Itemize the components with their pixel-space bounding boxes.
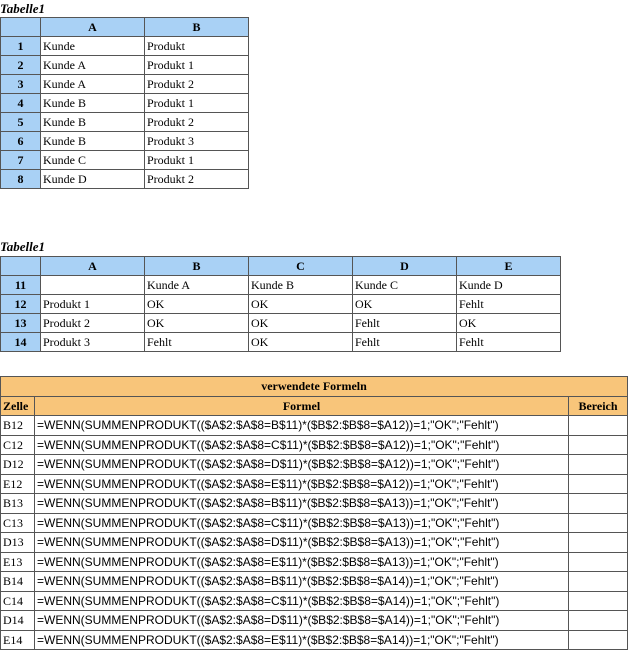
table-cell[interactable]: Kunde A	[145, 276, 249, 295]
table-cell[interactable]: Kunde C	[41, 151, 145, 170]
formula-row	[1, 611, 628, 631]
formula-text: =WENN(SUMMENPRODUKT(($A$2:$A$8=D$11)*($B$2:$B$8=$A13))=1;"OK";"Fehlt")	[35, 533, 569, 553]
formula-cell-ref: D13	[1, 533, 35, 553]
formula-cell-ref: B14	[1, 572, 35, 592]
table-cell[interactable]: Kunde	[41, 37, 145, 56]
table-cell[interactable]: OK	[249, 314, 353, 333]
table-cell[interactable]: Produkt 2	[145, 113, 249, 132]
row-header[interactable]: 3	[1, 75, 41, 94]
table-row	[1, 295, 561, 314]
table-cell[interactable]: Produkt	[145, 37, 249, 56]
table-cell[interactable]: Kunde B	[249, 276, 353, 295]
table-cell[interactable]: OK	[145, 295, 249, 314]
formula-text: =WENN(SUMMENPRODUKT(($A$2:$A$8=E$11)*($B$2:$B$8=$A13))=1;"OK";"Fehlt")	[35, 552, 569, 572]
formula-row	[1, 474, 628, 494]
table-cell[interactable]: Kunde B	[41, 113, 145, 132]
row-header[interactable]: 8	[1, 170, 41, 189]
table-cell[interactable]: OK	[145, 314, 249, 333]
row-header[interactable]: 4	[1, 94, 41, 113]
formula-text: =WENN(SUMMENPRODUKT(($A$2:$A$8=E$11)*($B$2:$B$8=$A12))=1;"OK";"Fehlt")	[35, 474, 569, 494]
row-header[interactable]: 5	[1, 113, 41, 132]
table-cell[interactable]: Produkt 1	[145, 151, 249, 170]
table-cell[interactable]: Produkt 2	[145, 75, 249, 94]
sheet1-table	[0, 17, 249, 189]
sheet2-table	[0, 256, 561, 352]
formula-cell-ref: E13	[1, 552, 35, 572]
formula-cell-ref: C14	[1, 591, 35, 611]
table-cell[interactable]: Produkt 1	[145, 94, 249, 113]
table-row	[1, 37, 249, 56]
formula-cell-ref: B12	[1, 416, 35, 436]
table-cell[interactable]: Produkt 1	[41, 295, 145, 314]
column-header[interactable]: B	[145, 18, 249, 37]
formula-row	[1, 591, 628, 611]
table-cell[interactable]: Kunde B	[41, 132, 145, 151]
formula-text: =WENN(SUMMENPRODUKT(($A$2:$A$8=B$11)*($B$2:$B$8=$A12))=1;"OK";"Fehlt")	[35, 416, 569, 436]
formula-range	[569, 416, 628, 436]
formula-range	[569, 630, 628, 650]
corner-cell	[1, 257, 41, 276]
table-cell[interactable]: Fehlt	[145, 333, 249, 352]
formula-row	[1, 494, 628, 514]
formula-range	[569, 435, 628, 455]
column-header[interactable]: C	[249, 257, 353, 276]
row-header[interactable]: 2	[1, 56, 41, 75]
row-header[interactable]: 1	[1, 37, 41, 56]
table-cell[interactable]: Kunde C	[353, 276, 457, 295]
table-row	[1, 113, 249, 132]
table-cell[interactable]: Kunde B	[41, 94, 145, 113]
table-row	[1, 276, 561, 295]
formula-text: =WENN(SUMMENPRODUKT(($A$2:$A$8=C$11)*($B$2:$B$8=$A12))=1;"OK";"Fehlt")	[35, 435, 569, 455]
formula-text: =WENN(SUMMENPRODUKT(($A$2:$A$8=D$11)*($B$2:$B$8=$A12))=1;"OK";"Fehlt")	[35, 455, 569, 475]
column-header[interactable]: B	[145, 257, 249, 276]
table-row	[1, 151, 249, 170]
formula-range	[569, 552, 628, 572]
formula-text: =WENN(SUMMENPRODUKT(($A$2:$A$8=B$11)*($B$2:$B$8=$A14))=1;"OK";"Fehlt")	[35, 572, 569, 592]
formulas-title: verwendete Formeln	[1, 377, 628, 397]
bereich-header: Bereich	[569, 396, 628, 416]
formel-header: Formel	[35, 396, 569, 416]
formula-range	[569, 572, 628, 592]
formula-range	[569, 494, 628, 514]
formula-cell-ref: C13	[1, 513, 35, 533]
table-cell[interactable]: OK	[457, 314, 561, 333]
formula-row	[1, 455, 628, 475]
row-header[interactable]: 14	[1, 333, 41, 352]
formula-range	[569, 474, 628, 494]
table-row	[1, 132, 249, 151]
formula-range	[569, 533, 628, 553]
formula-text: =WENN(SUMMENPRODUKT(($A$2:$A$8=B$11)*($B$2:$B$8=$A13))=1;"OK";"Fehlt")	[35, 494, 569, 514]
table-cell[interactable]: Produkt 2	[41, 314, 145, 333]
formula-text: =WENN(SUMMENPRODUKT(($A$2:$A$8=C$11)*($B$2:$B$8=$A13))=1;"OK";"Fehlt")	[35, 513, 569, 533]
table-row	[1, 94, 249, 113]
formula-cell-ref: C12	[1, 435, 35, 455]
formulas-table	[0, 376, 628, 650]
formula-row	[1, 533, 628, 553]
table-row	[1, 333, 561, 352]
table-cell[interactable]: Fehlt	[353, 333, 457, 352]
table-cell[interactable]: Produkt 2	[145, 170, 249, 189]
table-row	[1, 314, 561, 333]
formula-cell-ref: E12	[1, 474, 35, 494]
table-cell[interactable]: OK	[353, 295, 457, 314]
table-cell[interactable]: Fehlt	[353, 314, 457, 333]
formula-range	[569, 513, 628, 533]
formula-text: =WENN(SUMMENPRODUKT(($A$2:$A$8=D$11)*($B$2:$B$8=$A14))=1;"OK";"Fehlt")	[35, 611, 569, 631]
table-cell[interactable]: Kunde D	[41, 170, 145, 189]
corner-cell	[1, 18, 41, 37]
table-row	[1, 170, 249, 189]
row-header[interactable]: 13	[1, 314, 41, 333]
row-header[interactable]: 6	[1, 132, 41, 151]
row-header[interactable]: 7	[1, 151, 41, 170]
formula-cell-ref: B13	[1, 494, 35, 514]
formula-row	[1, 513, 628, 533]
row-header[interactable]: 12	[1, 295, 41, 314]
formula-row	[1, 572, 628, 592]
table-cell[interactable]: Produkt 3	[41, 333, 145, 352]
sheet2-title: Tabelle1	[0, 239, 46, 254]
table-cell[interactable]: Kunde A	[41, 75, 145, 94]
table-cell[interactable]: OK	[249, 295, 353, 314]
table-cell[interactable]: Fehlt	[457, 295, 561, 314]
formula-cell-ref: E14	[1, 630, 35, 650]
column-header[interactable]: D	[353, 257, 457, 276]
column-header[interactable]: A	[41, 257, 145, 276]
sheet1-title: Tabelle1	[0, 1, 46, 16]
formula-text: =WENN(SUMMENPRODUKT(($A$2:$A$8=C$11)*($B$2:$B$8=$A14))=1;"OK";"Fehlt")	[35, 591, 569, 611]
formula-range	[569, 611, 628, 631]
formula-cell-ref: D14	[1, 611, 35, 631]
formula-range	[569, 591, 628, 611]
table-cell[interactable]: Kunde A	[41, 56, 145, 75]
column-header[interactable]: E	[457, 257, 561, 276]
table-cell[interactable]: Produkt 1	[145, 56, 249, 75]
zelle-header: Zelle	[1, 396, 35, 416]
table-cell[interactable]: Fehlt	[457, 333, 561, 352]
formula-row	[1, 416, 628, 436]
formula-row	[1, 552, 628, 572]
formula-row	[1, 435, 628, 455]
formula-cell-ref: D12	[1, 455, 35, 475]
formula-range	[569, 455, 628, 475]
table-cell[interactable]: Produkt 3	[145, 132, 249, 151]
formula-row	[1, 630, 628, 650]
table-cell[interactable]: OK	[249, 333, 353, 352]
formula-text: =WENN(SUMMENPRODUKT(($A$2:$A$8=E$11)*($B$2:$B$8=$A14))=1;"OK";"Fehlt")	[35, 630, 569, 650]
table-row	[1, 56, 249, 75]
table-cell[interactable]	[41, 276, 145, 295]
row-header[interactable]: 11	[1, 276, 41, 295]
column-header[interactable]: A	[41, 18, 145, 37]
table-cell[interactable]: Kunde D	[457, 276, 561, 295]
table-row	[1, 75, 249, 94]
